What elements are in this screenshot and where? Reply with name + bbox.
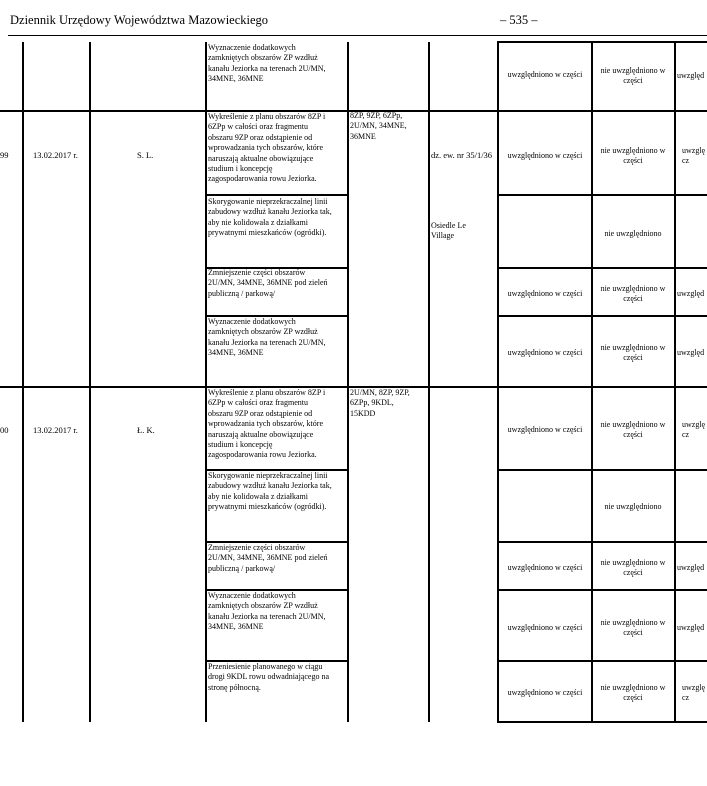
areas-cell: 8ZP, 9ZP, 6ZPp, 2U/MN, 34MNE, 36MNE [350, 111, 407, 141]
entry-date: 13.02.2017 r. [33, 150, 78, 160]
status-cell: nie uwzględniono [604, 502, 662, 511]
description-cell: Zmniejszenie części obszarów 2U/MN, 34MNE, 36MNE pod zieleń publiczną / parkową/ [208, 543, 328, 573]
description-cell: Wykreślenie z planu obszarów 8ZP i 6ZPp w całości oraz fragmentu obszaru 9ZP oraz odstąpienie od wprowadzania tych obszarów, które naruszają aktualne obowiązujące studium i koncepcję zagospodarowania rowu Jeziorka. [208, 388, 326, 460]
description-cell: Skorygowanie nieprzekraczalnej linii zabudowy wzdłuż kanału Jeziorka tak, aby nie kolidowała z działkami prywatnymi mieszkańców (ogródki). [208, 197, 332, 238]
description-cell: Przeniesienie planowanego w ciągu drogi 9KDL rowu odwadniającego na stronę północną. [208, 662, 329, 692]
entry-number: 99 [0, 150, 9, 160]
description-cell: Zmniejszenie części obszarów 2U/MN, 34MNE, 36MNE pod zieleń publiczną / parkową/ [208, 268, 328, 298]
status-cell: uwzględniono w części [507, 70, 583, 79]
status-cell: uwzględniono w części [507, 563, 583, 572]
description-cell: Wyznaczenie dodatkowych zamkniętych obszarów ZP wzdłuż kanału Jeziorka na terenach 2U/MN, 34MNE, 36MNE [208, 43, 326, 84]
status-cell: uwzględniono w części [507, 151, 583, 160]
description-cell: Wyznaczenie dodatkowych zamkniętych obszarów ZP wzdłuż kanału Jeziorka na terenach 2U/MN, 34MNE, 36MNE [208, 317, 326, 358]
description-cell: Skorygowanie nieprzekraczalnej linii zabudowy wzdłuż kanału Jeziorka tak, aby nie kolidowała z działkami prywatnymi mieszkańców (ogródki). [208, 471, 332, 512]
status-cell: nie uwzględniono w części [600, 343, 666, 362]
status-cell: nie uwzględniono w części [600, 558, 666, 577]
status-cell: nie uwzględniono w części [600, 420, 666, 439]
status-cell: uwzględniono w części [507, 623, 583, 632]
status-cell: nie uwzględniono [604, 229, 662, 238]
status-cell: nie uwzględniono w części [600, 146, 666, 165]
status-cell: nie uwzględniono w części [600, 66, 666, 85]
status-cell: uwzglę cz [682, 420, 706, 439]
location-cell: Osiedle Le Village [431, 221, 466, 241]
entry-date: 13.02.2017 r. [33, 425, 78, 435]
entry-name: S. L. [137, 150, 154, 160]
parcel-cell: dz. ew. nr 35/1/36 [431, 150, 493, 160]
entry-name: Ł. K. [137, 425, 155, 435]
page-number: – 535 – [500, 13, 538, 27]
status-cell: uwzględ [677, 623, 705, 632]
status-cell: uwzględniono w części [507, 425, 583, 434]
status-cell: nie uwzględniono w części [600, 683, 666, 702]
page-header-title: Dziennik Urzędowy Województwa Mazowieckiego [10, 13, 269, 27]
status-cell: uwzględniono w części [507, 688, 583, 697]
status-cell: nie uwzględniono w części [600, 284, 666, 303]
status-cell: nie uwzględniono w części [600, 618, 666, 637]
header-rule [8, 35, 707, 36]
status-cell: uwzględ [677, 348, 705, 357]
status-cell: uwzglę cz [682, 683, 706, 702]
description-cell: Wykreślenie z planu obszarów 8ZP i 6ZPp w całości oraz fragmentu obszaru 9ZP oraz odstąpienie od wprowadzania tych obszarów, które naruszają aktualne obowiązujące studium i koncepcję zagospodarowania rowu Jeziorka. [208, 112, 326, 184]
status-cell: uwzglę cz [682, 146, 706, 165]
status-cell: uwzględ [677, 289, 705, 298]
status-cell: uwzględniono w części [507, 289, 583, 298]
status-cell: uwzględniono w części [507, 348, 583, 357]
entry-number: 00 [0, 425, 9, 435]
status-cell: uwzględ [677, 71, 705, 80]
description-cell: Wyznaczenie dodatkowych zamkniętych obszarów ZP wzdłuż kanału Jeziorka na terenach 2U/MN, 34MNE, 36MNE [208, 591, 326, 632]
status-cell: uwzględ [677, 563, 705, 572]
areas-cell: 2U/MN, 8ZP, 9ZP, 6ZPp, 9KDL, 15KDD [350, 388, 410, 418]
